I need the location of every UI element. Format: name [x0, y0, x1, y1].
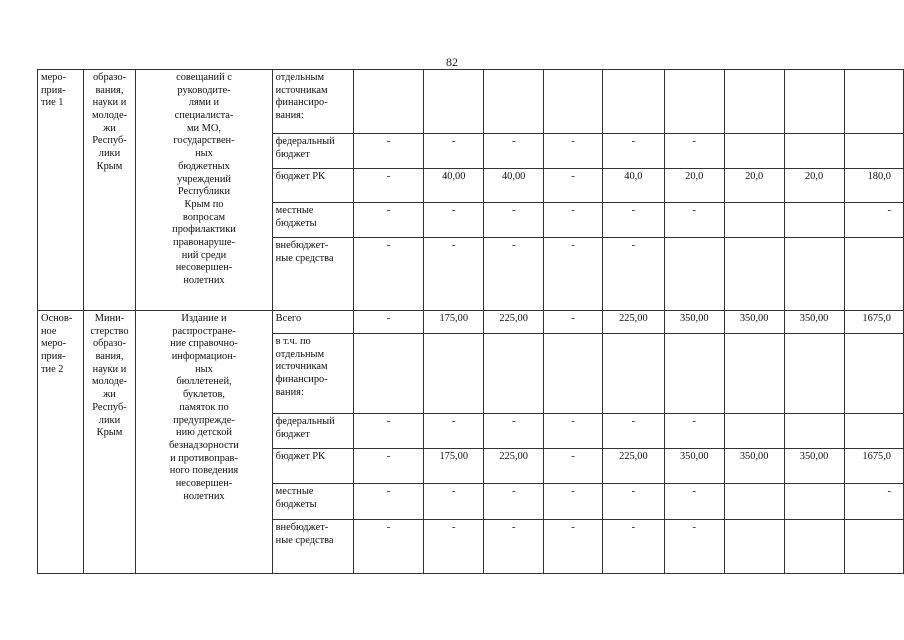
value-cell: -: [484, 484, 544, 520]
value-cell: 1675,0: [844, 449, 903, 484]
value-cell: [784, 134, 844, 169]
measure-description-cell: Издание и распростране- ние справочно- информацион- ных бюллетеней, буклетов, памяток по предупрежде- нию детской безнадзорности и противоправ- ного поведения несовершен- нолетних: [136, 311, 272, 574]
funding-source-cell: отдельным источникам финансиро- вания:: [272, 70, 353, 134]
measure-description-cell: совещаний с руководите- лями и специалиста- ми МО, государствен- ных бюджетных учреждений Республики Крым по вопросам профилактики правонаруше- ний среди несовершен- нолетних: [136, 70, 272, 311]
value-cell: -: [353, 484, 423, 520]
budget-table: [37, 69, 904, 574]
value-cell: -: [484, 203, 544, 238]
page-number: 82: [446, 55, 458, 69]
value-cell: [724, 238, 784, 311]
value-cell: [602, 334, 664, 414]
value-cell: [724, 70, 784, 134]
value-cell: -: [544, 203, 603, 238]
value-cell: [424, 334, 484, 414]
value-cell: -: [424, 414, 484, 449]
value-cell: 225,00: [602, 311, 664, 334]
measure-number-cell: меро- прия- тие 1: [38, 70, 84, 311]
executor-cell: образо- вания, науки и молоде- жи Респуб- лики Крым: [83, 70, 136, 311]
value-cell: [784, 484, 844, 520]
value-cell: -: [544, 484, 603, 520]
value-cell: -: [424, 203, 484, 238]
value-cell: -: [544, 134, 603, 169]
value-cell: 20,0: [724, 169, 784, 203]
value-cell: -: [664, 134, 724, 169]
value-cell: [544, 334, 603, 414]
value-cell: 350,00: [664, 449, 724, 484]
value-cell: -: [353, 203, 423, 238]
value-cell: -: [544, 520, 603, 574]
funding-source-cell: в т.ч. по отдельным источникам финансиро- вания:: [272, 334, 353, 414]
value-cell: [784, 414, 844, 449]
value-cell: -: [484, 520, 544, 574]
value-cell: [724, 134, 784, 169]
value-cell: 175,00: [424, 449, 484, 484]
value-cell: 350,00: [664, 311, 724, 334]
value-cell: [844, 414, 903, 449]
funding-source-cell: бюджет РК: [272, 449, 353, 484]
value-cell: 20,0: [664, 169, 724, 203]
value-cell: [724, 520, 784, 574]
value-cell: -: [844, 484, 903, 520]
value-cell: [724, 414, 784, 449]
value-cell: -: [544, 311, 603, 334]
value-cell: 1675,0: [844, 311, 903, 334]
value-cell: -: [353, 449, 423, 484]
value-cell: [664, 334, 724, 414]
value-cell: -: [602, 134, 664, 169]
value-cell: -: [544, 414, 603, 449]
value-cell: [784, 238, 844, 311]
value-cell: -: [664, 484, 724, 520]
value-cell: -: [484, 238, 544, 311]
value-cell: -: [544, 449, 603, 484]
measure-number-cell: Основ- ное меро- прия- тие 2: [38, 311, 84, 574]
value-cell: 40,00: [424, 169, 484, 203]
value-cell: -: [353, 520, 423, 574]
value-cell: -: [664, 520, 724, 574]
funding-source-cell: внебюджет- ные средства: [272, 520, 353, 574]
value-cell: 225,00: [484, 449, 544, 484]
value-cell: [724, 484, 784, 520]
value-cell: 350,00: [784, 311, 844, 334]
value-cell: -: [484, 134, 544, 169]
value-cell: [844, 70, 903, 134]
value-cell: [484, 334, 544, 414]
value-cell: -: [353, 169, 423, 203]
value-cell: -: [353, 134, 423, 169]
value-cell: 225,00: [484, 311, 544, 334]
value-cell: [784, 520, 844, 574]
value-cell: -: [353, 238, 423, 311]
value-cell: -: [844, 203, 903, 238]
value-cell: 225,00: [602, 449, 664, 484]
value-cell: [784, 334, 844, 414]
value-cell: -: [424, 134, 484, 169]
value-cell: 40,0: [602, 169, 664, 203]
value-cell: [664, 70, 724, 134]
value-cell: [424, 70, 484, 134]
value-cell: [844, 134, 903, 169]
value-cell: -: [664, 414, 724, 449]
value-cell: [844, 238, 903, 311]
value-cell: -: [602, 414, 664, 449]
value-cell: [724, 203, 784, 238]
funding-source-cell: местные бюджеты: [272, 203, 353, 238]
funding-source-cell: бюджет РК: [272, 169, 353, 203]
value-cell: -: [544, 238, 603, 311]
value-cell: -: [602, 203, 664, 238]
value-cell: [724, 334, 784, 414]
funding-source-cell: местные бюджеты: [272, 484, 353, 520]
value-cell: [784, 203, 844, 238]
table-row: [38, 70, 904, 134]
value-cell: -: [484, 414, 544, 449]
executor-cell: Мини- стерство образо- вания, науки и молоде- жи Респуб- лики Крым: [83, 311, 136, 574]
value-cell: 175,00: [424, 311, 484, 334]
table-row: [38, 311, 904, 334]
value-cell: -: [353, 414, 423, 449]
value-cell: -: [664, 203, 724, 238]
value-cell: [484, 70, 544, 134]
value-cell: [544, 70, 603, 134]
value-cell: [353, 70, 423, 134]
funding-source-cell: федеральный бюджет: [272, 134, 353, 169]
value-cell: 20,0: [784, 169, 844, 203]
value-cell: 350,00: [724, 449, 784, 484]
value-cell: [844, 334, 903, 414]
value-cell: 350,00: [724, 311, 784, 334]
value-cell: -: [353, 311, 423, 334]
value-cell: [784, 70, 844, 134]
value-cell: -: [424, 484, 484, 520]
value-cell: 180,0: [844, 169, 903, 203]
funding-source-cell: федеральный бюджет: [272, 414, 353, 449]
value-cell: -: [424, 520, 484, 574]
value-cell: [664, 238, 724, 311]
value-cell: -: [424, 238, 484, 311]
value-cell: -: [544, 169, 603, 203]
value-cell: 40,00: [484, 169, 544, 203]
value-cell: 350,00: [784, 449, 844, 484]
value-cell: [353, 334, 423, 414]
value-cell: [844, 520, 903, 574]
value-cell: -: [602, 484, 664, 520]
funding-source-cell: Всего: [272, 311, 353, 334]
funding-source-cell: внебюджет- ные средства: [272, 238, 353, 311]
value-cell: [602, 70, 664, 134]
value-cell: -: [602, 520, 664, 574]
value-cell: -: [602, 238, 664, 311]
